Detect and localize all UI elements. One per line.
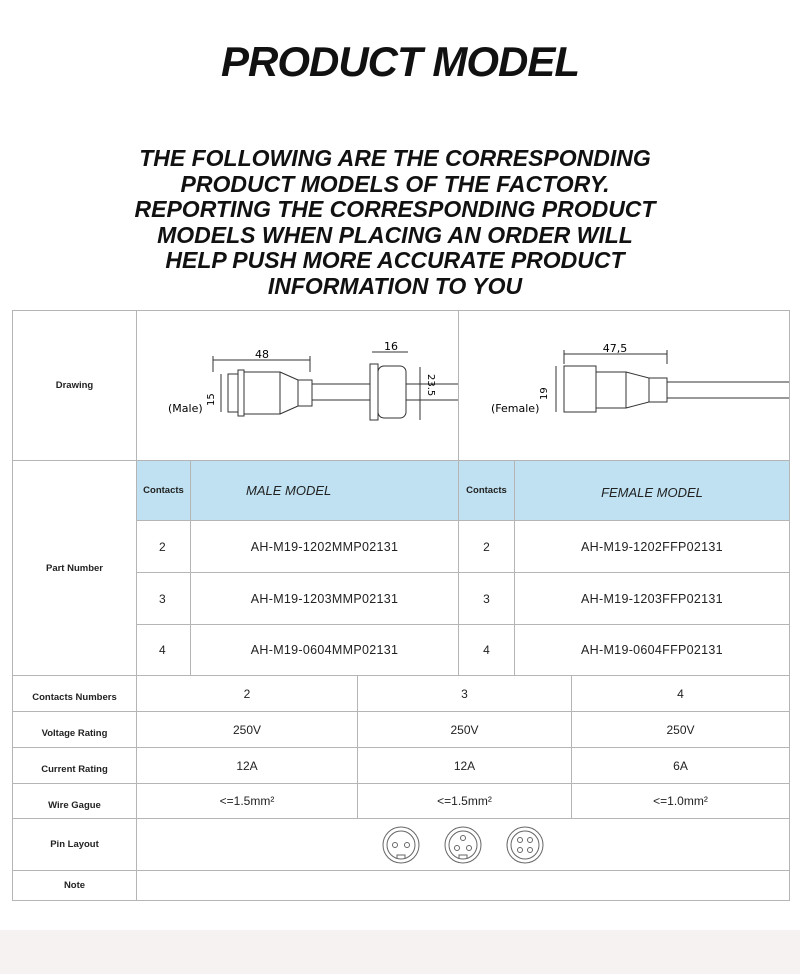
male-part-number: AH-M19-0604MMP02131 xyxy=(190,624,459,676)
intro-line: MODELS WHEN PLACING AN ORDER WILL xyxy=(157,221,633,248)
contacts-cell: 4 xyxy=(458,624,515,676)
pin-layout-4-icon xyxy=(505,825,545,865)
male-model-header: MALE MODEL xyxy=(190,460,459,521)
spec-value: 3 xyxy=(357,675,572,712)
spec-value: 4 xyxy=(571,675,790,712)
drawing-label: Drawing xyxy=(12,310,137,461)
male-connector-icon xyxy=(138,312,458,460)
contacts-header: Contacts xyxy=(136,460,191,521)
spec-value: <=1.5mm² xyxy=(136,783,358,819)
spec-label: Wire Gague xyxy=(12,783,137,819)
svg-text:48: 48 xyxy=(254,347,269,361)
pin-layout-label: Pin Layout xyxy=(12,818,137,871)
intro-line: PRODUCT MODELS OF THE FACTORY. xyxy=(180,170,610,197)
part-number-label: Part Number xyxy=(12,460,137,676)
svg-text:19: 19 xyxy=(539,386,550,400)
spec-value: 12A xyxy=(357,747,572,784)
spec-label: Voltage Rating xyxy=(12,711,137,748)
note-cell xyxy=(136,870,790,901)
female-drawing xyxy=(458,310,790,461)
contacts-cell: 3 xyxy=(458,572,515,625)
intro-line: HELP PUSH MORE ACCURATE PRODUCT xyxy=(165,247,625,273)
spec-value: 250V xyxy=(571,711,790,748)
male-part-number: AH-M19-1203MMP02131 xyxy=(190,572,459,625)
spec-value: 12A xyxy=(136,747,358,784)
svg-text:23.5: 23.5 xyxy=(424,373,436,396)
svg-text:16: 16 xyxy=(383,339,398,353)
female-part-number: AH-M19-1202FFP02131 xyxy=(514,520,790,573)
female-model-header: FEMALE MODEL xyxy=(514,460,790,521)
spec-value: 250V xyxy=(136,711,358,748)
spec-label: Current Rating xyxy=(12,747,137,784)
male-part-number: AH-M19-1202MMP02131 xyxy=(190,520,459,573)
spec-label: Contacts Numbers xyxy=(12,675,137,712)
spec-value: 2 xyxy=(136,675,358,712)
contacts-cell: 4 xyxy=(136,624,191,676)
intro-line: REPORTING THE CORRESPONDING PRODUCT xyxy=(134,196,656,222)
intro-text xyxy=(80,146,710,299)
spec-value: 6A xyxy=(571,747,790,784)
pin-layout-2-icon xyxy=(381,825,421,865)
footer-band xyxy=(0,930,800,974)
note-label: Note xyxy=(12,870,137,901)
intro-line: THE FOLLOWING ARE THE CORRESPONDING xyxy=(139,145,651,171)
contacts-cell: 2 xyxy=(458,520,515,573)
contacts-cell: 2 xyxy=(136,520,191,573)
spec-value: <=1.0mm² xyxy=(571,783,790,819)
contacts-cell: 3 xyxy=(136,572,191,625)
pin-layout-3-icon xyxy=(443,825,483,865)
spec-value: 250V xyxy=(357,711,572,748)
pin-layout-cell xyxy=(136,818,790,871)
female-connector-icon xyxy=(459,312,789,460)
page-title: PRODUCT MODEL xyxy=(221,38,579,85)
svg-text:(Male): (Male) xyxy=(167,401,203,415)
female-part-number: AH-M19-1203FFP02131 xyxy=(514,572,790,625)
female-part-number: AH-M19-0604FFP02131 xyxy=(514,624,790,676)
spec-value: <=1.5mm² xyxy=(357,783,572,819)
svg-text:47,5: 47,5 xyxy=(602,341,628,355)
contacts-header: Contacts xyxy=(458,460,515,521)
intro-line: INFORMATION TO YOU xyxy=(267,272,523,299)
svg-text:(Female): (Female) xyxy=(491,401,540,415)
male-drawing xyxy=(136,310,459,461)
svg-text:15: 15 xyxy=(205,392,217,406)
